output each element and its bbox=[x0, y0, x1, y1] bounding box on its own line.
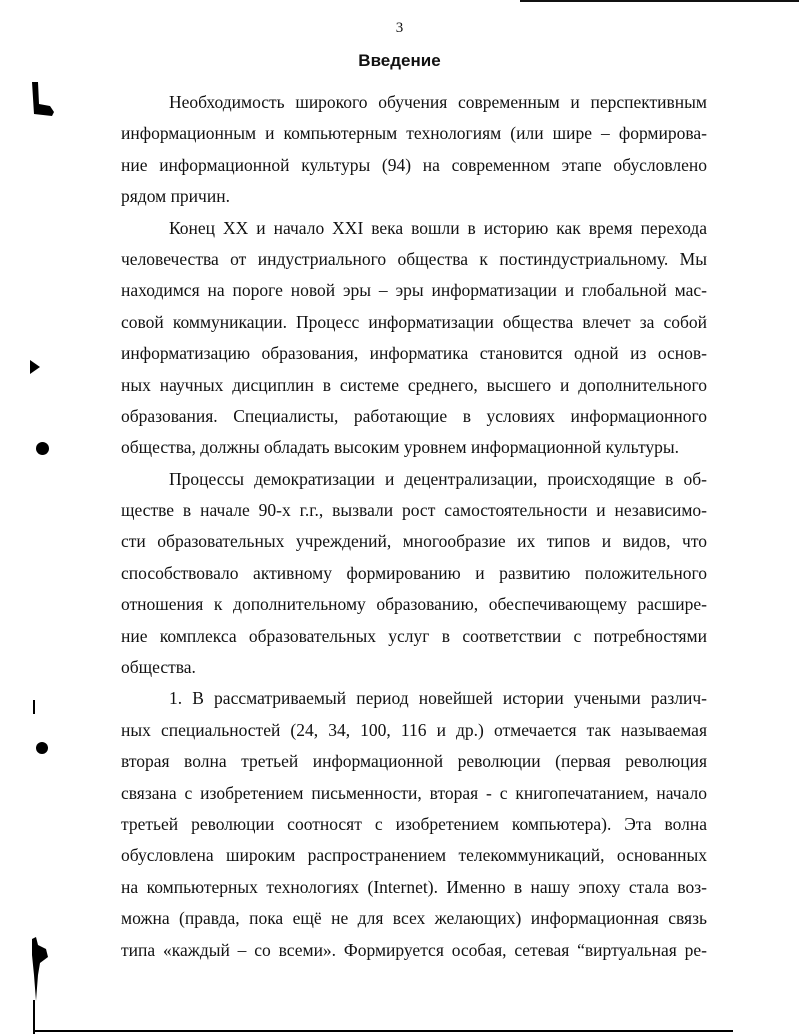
text-line: сти образовательных учреждений, многообразие их типов и видов, что bbox=[121, 531, 707, 552]
scan-dot-1 bbox=[36, 442, 49, 455]
text-line: на компьютерных технологиях (Internet). Именно в нашу эпоху стала воз- bbox=[121, 876, 707, 897]
text-line: ществе в начале 90-х г.г., вызвали рост самостоятельности и независимо- bbox=[121, 500, 707, 521]
text-line: связана с изобретением письменности, вторая - с книгопечатанием, начало bbox=[121, 782, 707, 803]
scan-tick bbox=[33, 700, 35, 714]
text-line: рядом причин. bbox=[121, 186, 230, 207]
text-line: ние комплекса образовательных услуг в соответствии с потребностями bbox=[121, 625, 707, 646]
text-line: Необходимость широкого обучения современным и перспективным bbox=[169, 92, 707, 112]
scan-mark-bottom bbox=[28, 935, 54, 1005]
text-line: 1. В рассматриваемый период новейшей истории учеными различ- bbox=[169, 688, 707, 709]
text-line: можна (правда, пока ещё не для всех желающих) информационная связь bbox=[121, 908, 707, 929]
text-line: обусловлена широким распространением телекоммуникаций, основанных bbox=[121, 845, 707, 866]
text-line: Конец XX и начало XXI века вошли в историю как время перехода bbox=[169, 217, 707, 238]
text-line: находимся на пороге новой эры – эры информатизации и глобальной мас- bbox=[121, 280, 707, 301]
text-line: ние информационной культуры (94) на современном этапе обусловлено bbox=[121, 154, 707, 175]
page-number: 3 bbox=[395, 20, 404, 36]
scan-bottom-vertical bbox=[33, 1000, 35, 1034]
text-line: способствовало активному формированию и развитию положительного bbox=[121, 562, 707, 583]
scan-mark-top bbox=[28, 80, 58, 120]
text-line: третьей революции соотносят с изобретением компьютера). Эта волна bbox=[121, 813, 707, 834]
scan-bottom-rule bbox=[33, 1030, 733, 1032]
text-line: информатизацию образования, информатика становится одной из основ- bbox=[121, 343, 707, 364]
text-line: человечества от индустриального общества к постиндустриальному. Мы bbox=[121, 248, 707, 269]
text-line: совой коммуникации. Процесс информатизации общества влечет за собой bbox=[121, 311, 707, 332]
scan-dot-2 bbox=[36, 742, 48, 754]
text-line: отношения к дополнительному образованию, обеспечивающему расшире- bbox=[121, 594, 707, 615]
scan-mark-triangle bbox=[28, 358, 42, 376]
text-line: ных специальностей (24, 34, 100, 116 и др.) отмечается так называемая bbox=[121, 719, 707, 740]
text-line: общества, должны обладать высоким уровнем информационной культуры. bbox=[121, 437, 679, 458]
page-title: Введение bbox=[358, 51, 441, 70]
text-line: образования. Специалисты, работающие в условиях информационного bbox=[121, 405, 707, 426]
text-line: информационным и компьютерным технологиям (или шире – формирова- bbox=[121, 123, 707, 144]
top-scan-rule bbox=[520, 0, 799, 2]
text-line: ных научных дисциплин в системе среднего, высшего и дополнительного bbox=[121, 374, 707, 395]
text-line: вторая волна третьей информационной революции (первая революция bbox=[121, 751, 707, 772]
text-line: Процессы демократизации и децентрализации, происходящие в об- bbox=[169, 468, 707, 489]
body-text bbox=[121, 87, 707, 966]
text-line: типа «каждый – со всеми». Формируется особая, сетевая “виртуальная ре- bbox=[121, 939, 707, 960]
text-line: общества. bbox=[121, 657, 196, 678]
